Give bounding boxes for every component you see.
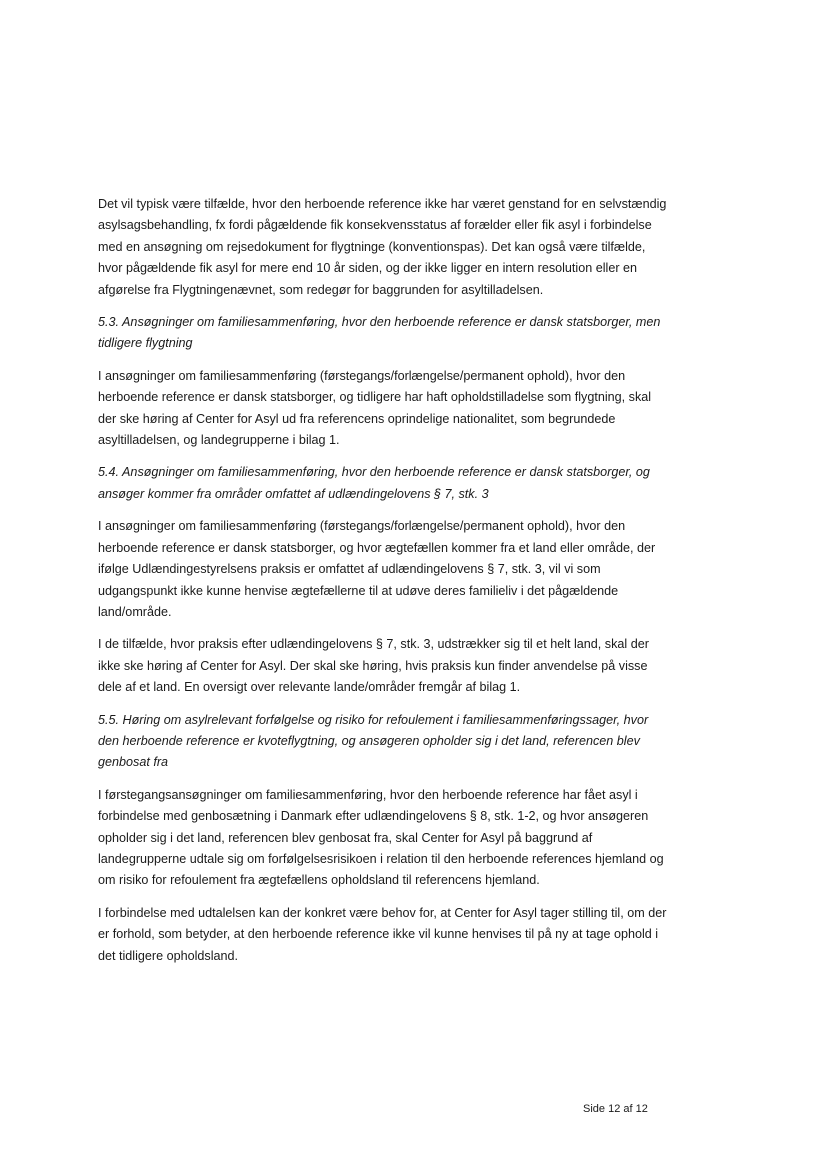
- paragraph-section-5-4-a: I ansøgninger om familiesammenføring (førstegangs/forlængelse/permanent ophold), hvor den herboende reference er dansk statsborger, og hvor ægtefællen kommer fra et land eller område, der ifølge Udlændingestyrelsens praksis er omfattet af udlændingelovens § 7, stk. 3, vil vi som udgangspunkt ikke kunne henvise ægtefællerne til at udøve deres familieliv i det pågældende land/område.: [98, 519, 656, 619]
- paragraph-section-5-5-a: I førstegangsansøgninger om familiesammenføring, hvor den herboende reference har fået asyl i forbindelse med genbosætning i Danmark efter udlændingelovens § 8, stk. 1-2, og hvor ansøgeren opholder sig i det land, referencen blev genbosat fra, skal Center for Asyl på baggrund af landegrupperne udtale sig om forfølgelsesrisikoen i relation til den herboende references hjemland og om risiko for refoulement fra ægtefællens opholdsland til referencens hjemland.: [98, 787, 664, 888]
- section-heading-5-4: 5.4. Ansøgninger om familiesammenføring, hvor den herboende reference er dansk statsborger, og ansøger kommer fra områder omfattet af udlændingelovens § 7, stk. 3: [98, 465, 650, 501]
- page-number: Side 12 af 12: [583, 1103, 648, 1115]
- paragraph-section-5-4-b: I de tilfælde, hvor praksis efter udlændingelovens § 7, stk. 3, udstrækker sig til et helt land, skal der ikke ske høring af Center for Asyl. Der skal ske høring, hvis praksis kun finder anvendelse på visse dele af et land. En oversigt over relevante lande/områder fremgår af bilag 1.: [98, 637, 649, 695]
- paragraph-section-5-3: I ansøgninger om familiesammenføring (førstegangs/forlængelse/permanent ophold), hvor den herboende reference er dansk statsborger, og tidligere har haft opholdstilladelse som flygtning, skal der ske høring af Center for Asyl ud fra referencens oprindelige nationalitet, som begrundede asyltilladelsen, og landegrupperne i bilag 1.: [98, 368, 652, 448]
- paragraph-section-5-5-b: I forbindelse med udtalelsen kan der konkret være behov for, at Center for Asyl tager stilling til, om der er forhold, som betyder, at den herboende reference ikke vil kunne henvises til på ny at tage ophold i det tidligere opholdsland.: [98, 905, 667, 963]
- page-footer: [583, 1102, 648, 1116]
- section-heading-5-3: 5.3. Ansøgninger om familiesammenføring, hvor den herboende reference er dansk statsborger, men tidligere flygtning: [98, 315, 661, 351]
- section-heading-5-5: 5.5. Høring om asylrelevant forfølgelse og risiko for refoulement i familiesammenføringssager, hvor den herboende reference er kvoteflygtning, og ansøgeren opholder sig i det land, referencen blev genbosat fra: [98, 712, 649, 770]
- paragraph-asylum-basis: Det vil typisk være tilfælde, hvor den herboende reference ikke har været genstand for en selvstændig asylsagsbehandling, fx fordi pågældende fik konsekvensstatus af forælder eller fik asyl i forbindelse med en ansøgning om rejsedokument for flygtninge (konventionspas). Det kan også være tilfælde, hvor pågældende fik asyl for mere end 10 år siden, og der ikke ligger en intern resolution eller en afgørelse fra Flygtningenævnet, som redegør for baggrunden for asyltilladelsen.: [98, 197, 667, 297]
- document-body: [98, 194, 668, 978]
